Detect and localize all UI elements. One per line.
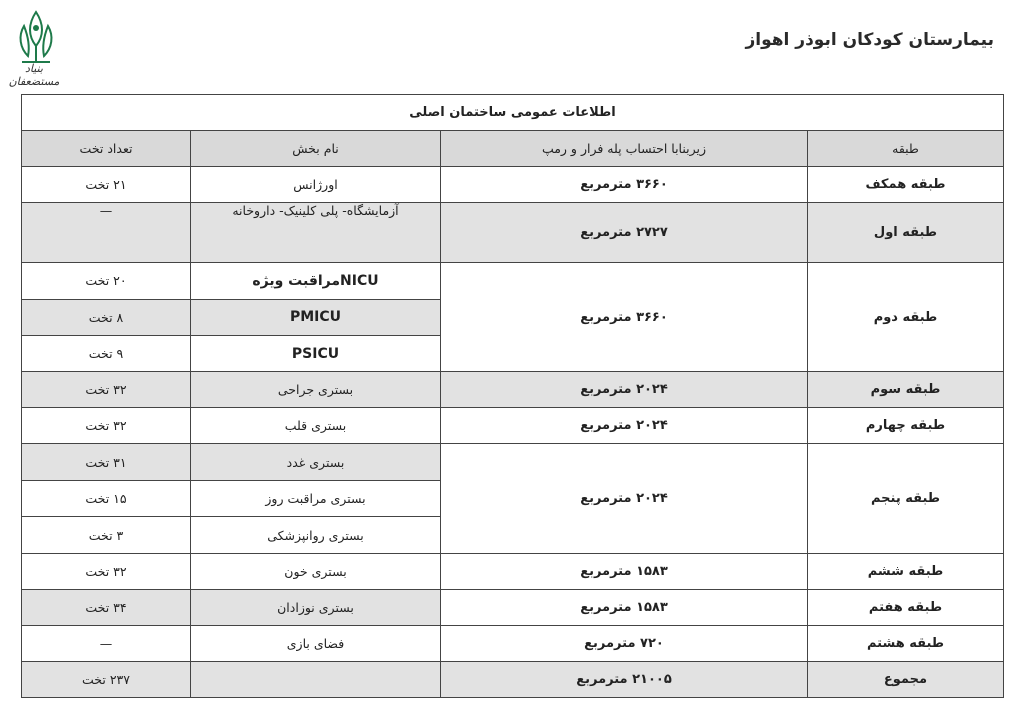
total-beds-cell: ۲۳۷ تخت bbox=[22, 661, 191, 697]
total-row bbox=[22, 661, 1004, 697]
table-caption-row bbox=[22, 95, 1004, 131]
bed-count-cell: ۳۱ تخت bbox=[22, 444, 191, 480]
ward-name-cell: اورژانس bbox=[191, 167, 441, 203]
floor-name-cell: طبقه هشتم bbox=[808, 625, 1004, 661]
logo-caption: بنیاد مستضعفان bbox=[8, 62, 60, 88]
table-caption: اطلاعات عمومی ساختمان اصلی bbox=[22, 95, 1004, 131]
floor-name-cell: طبقه همکف bbox=[808, 167, 1004, 203]
floor-name-cell: طبقه پنجم bbox=[808, 444, 1004, 553]
page-title: بیمارستان کودکان ابوذر اهواز bbox=[745, 30, 994, 50]
floor-name-cell: طبقه سوم bbox=[808, 372, 1004, 408]
table-header-row bbox=[22, 131, 1004, 167]
total-ward-cell bbox=[191, 661, 441, 697]
bed-count-cell: ۲۱ تخت bbox=[22, 167, 191, 203]
ward-name-cell: بستری نوزادان bbox=[191, 589, 441, 625]
table-row bbox=[22, 372, 1004, 408]
floor-area-cell: ۱۵۸۳ مترمربع bbox=[441, 589, 808, 625]
ward-name-cell: بستری مراقبت روز bbox=[191, 480, 441, 516]
bed-count-cell: ۳۲ تخت bbox=[22, 408, 191, 444]
bed-count-cell: ۲۰ تخت bbox=[22, 263, 191, 299]
floor-area-cell: ۲۷۲۷ مترمربع bbox=[441, 203, 808, 263]
ward-name-cell: PMICU bbox=[191, 299, 441, 335]
floor-name-cell: طبقه هفتم bbox=[808, 589, 1004, 625]
floor-area-cell: ۷۲۰ مترمربع bbox=[441, 625, 808, 661]
col-header-ward: نام بخش bbox=[191, 131, 441, 167]
floor-area-cell: ۳۶۶۰ مترمربع bbox=[441, 167, 808, 203]
col-header-beds: تعداد تخت bbox=[22, 131, 191, 167]
bed-count-cell: ۳۲ تخت bbox=[22, 372, 191, 408]
ward-name-cell: بستری جراحی bbox=[191, 372, 441, 408]
building-info-table bbox=[21, 94, 1004, 698]
total-area-cell: ۲۱۰۰۵ مترمربع bbox=[441, 661, 808, 697]
ward-name-cell: PSICU bbox=[191, 336, 441, 372]
floor-area-cell: ۱۵۸۳ مترمربع bbox=[441, 553, 808, 589]
table-row bbox=[22, 408, 1004, 444]
ward-name-cell: آزمایشگاه- پلی کلینیک- داروخانه bbox=[191, 203, 441, 263]
bed-count-cell: ۸ تخت bbox=[22, 299, 191, 335]
floor-area-cell: ۳۶۶۰ مترمربع bbox=[441, 263, 808, 372]
bed-count-cell: ۳ تخت bbox=[22, 517, 191, 553]
ward-name-cell: بستری غدد bbox=[191, 444, 441, 480]
table-row bbox=[22, 553, 1004, 589]
floor-name-cell: طبقه چهارم bbox=[808, 408, 1004, 444]
bed-count-cell: ۳۴ تخت bbox=[22, 589, 191, 625]
table-row bbox=[22, 203, 1004, 263]
ward-name-cell: بستری قلب bbox=[191, 408, 441, 444]
table-row bbox=[22, 625, 1004, 661]
ward-name-cell: فضای بازی bbox=[191, 625, 441, 661]
ward-name-cell: بستری خون bbox=[191, 553, 441, 589]
floor-name-cell: طبقه دوم bbox=[808, 263, 1004, 372]
floor-area-cell: ۲۰۲۴ مترمربع bbox=[441, 372, 808, 408]
bed-count-cell: — bbox=[22, 203, 191, 263]
col-header-floor: طبقه bbox=[808, 131, 1004, 167]
bed-count-cell: — bbox=[22, 625, 191, 661]
col-header-area: زیربنابا احتساب پله فرار و رمپ bbox=[441, 131, 808, 167]
table-row bbox=[22, 167, 1004, 203]
floor-area-cell: ۲۰۲۴ مترمربع bbox=[441, 408, 808, 444]
table-row bbox=[22, 589, 1004, 625]
bed-count-cell: ۳۲ تخت bbox=[22, 553, 191, 589]
floor-name-cell: طبقه ششم bbox=[808, 553, 1004, 589]
bed-count-cell: ۱۵ تخت bbox=[22, 480, 191, 516]
ward-name-cell: بستری روانپزشکی bbox=[191, 517, 441, 553]
ward-name-cell: NICUمراقبت ویژه bbox=[191, 263, 441, 299]
table-row bbox=[22, 444, 1004, 480]
total-label-cell: مجموع bbox=[808, 661, 1004, 697]
table-row bbox=[22, 263, 1004, 299]
bed-count-cell: ۹ تخت bbox=[22, 336, 191, 372]
floor-area-cell: ۲۰۲۴ مترمربع bbox=[441, 444, 808, 553]
floor-name-cell: طبقه اول bbox=[808, 203, 1004, 263]
